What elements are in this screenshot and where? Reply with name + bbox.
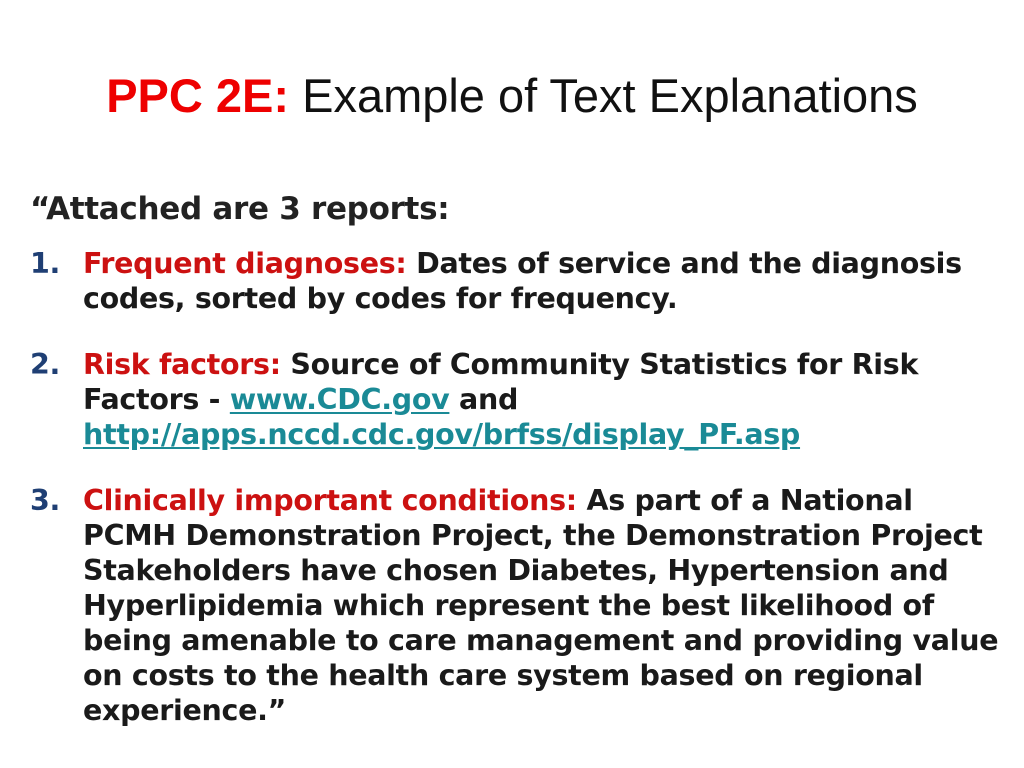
slide-body <box>30 190 1005 759</box>
title-prefix: PPC 2E: <box>106 69 290 122</box>
list-number: 3. <box>30 484 61 517</box>
item-heading: Clinically important conditions: <box>83 484 577 517</box>
item-heading: Frequent diagnoses: <box>83 247 407 280</box>
item-heading: Risk factors: <box>83 348 281 381</box>
list-item-clinical-conditions <box>30 483 1005 728</box>
list-item-risk-factors <box>30 347 1005 452</box>
brfss-link[interactable]: http://apps.nccd.cdc.gov/brfss/display_PF.asp <box>83 418 801 451</box>
intro-text: “Attached are 3 reports: <box>30 191 450 227</box>
item-text: Dates of service and the diagnosis codes, sorted by codes for frequency. <box>83 247 962 315</box>
list-number: 2. <box>30 348 61 381</box>
slide-title <box>0 66 1024 126</box>
list-number: 1. <box>30 247 61 280</box>
item-text: Source of Community Statistics for Risk Factors - <box>83 348 919 416</box>
item-text: As part of a National PCMH Demonstration Project, the Demonstration Project Stakeholders have chosen Diabetes, Hypertension and Hyperlipidemia which represent the best likelihood of being amenable to care management and providing value on costs to the health care system based on regional experience.” <box>83 484 999 727</box>
title-text: Example of Text Explanations <box>289 69 918 122</box>
item-text-connector: and <box>449 383 519 416</box>
list-item-frequent-diagnoses <box>30 246 1005 316</box>
cdc-link[interactable]: www.CDC.gov <box>229 383 450 416</box>
